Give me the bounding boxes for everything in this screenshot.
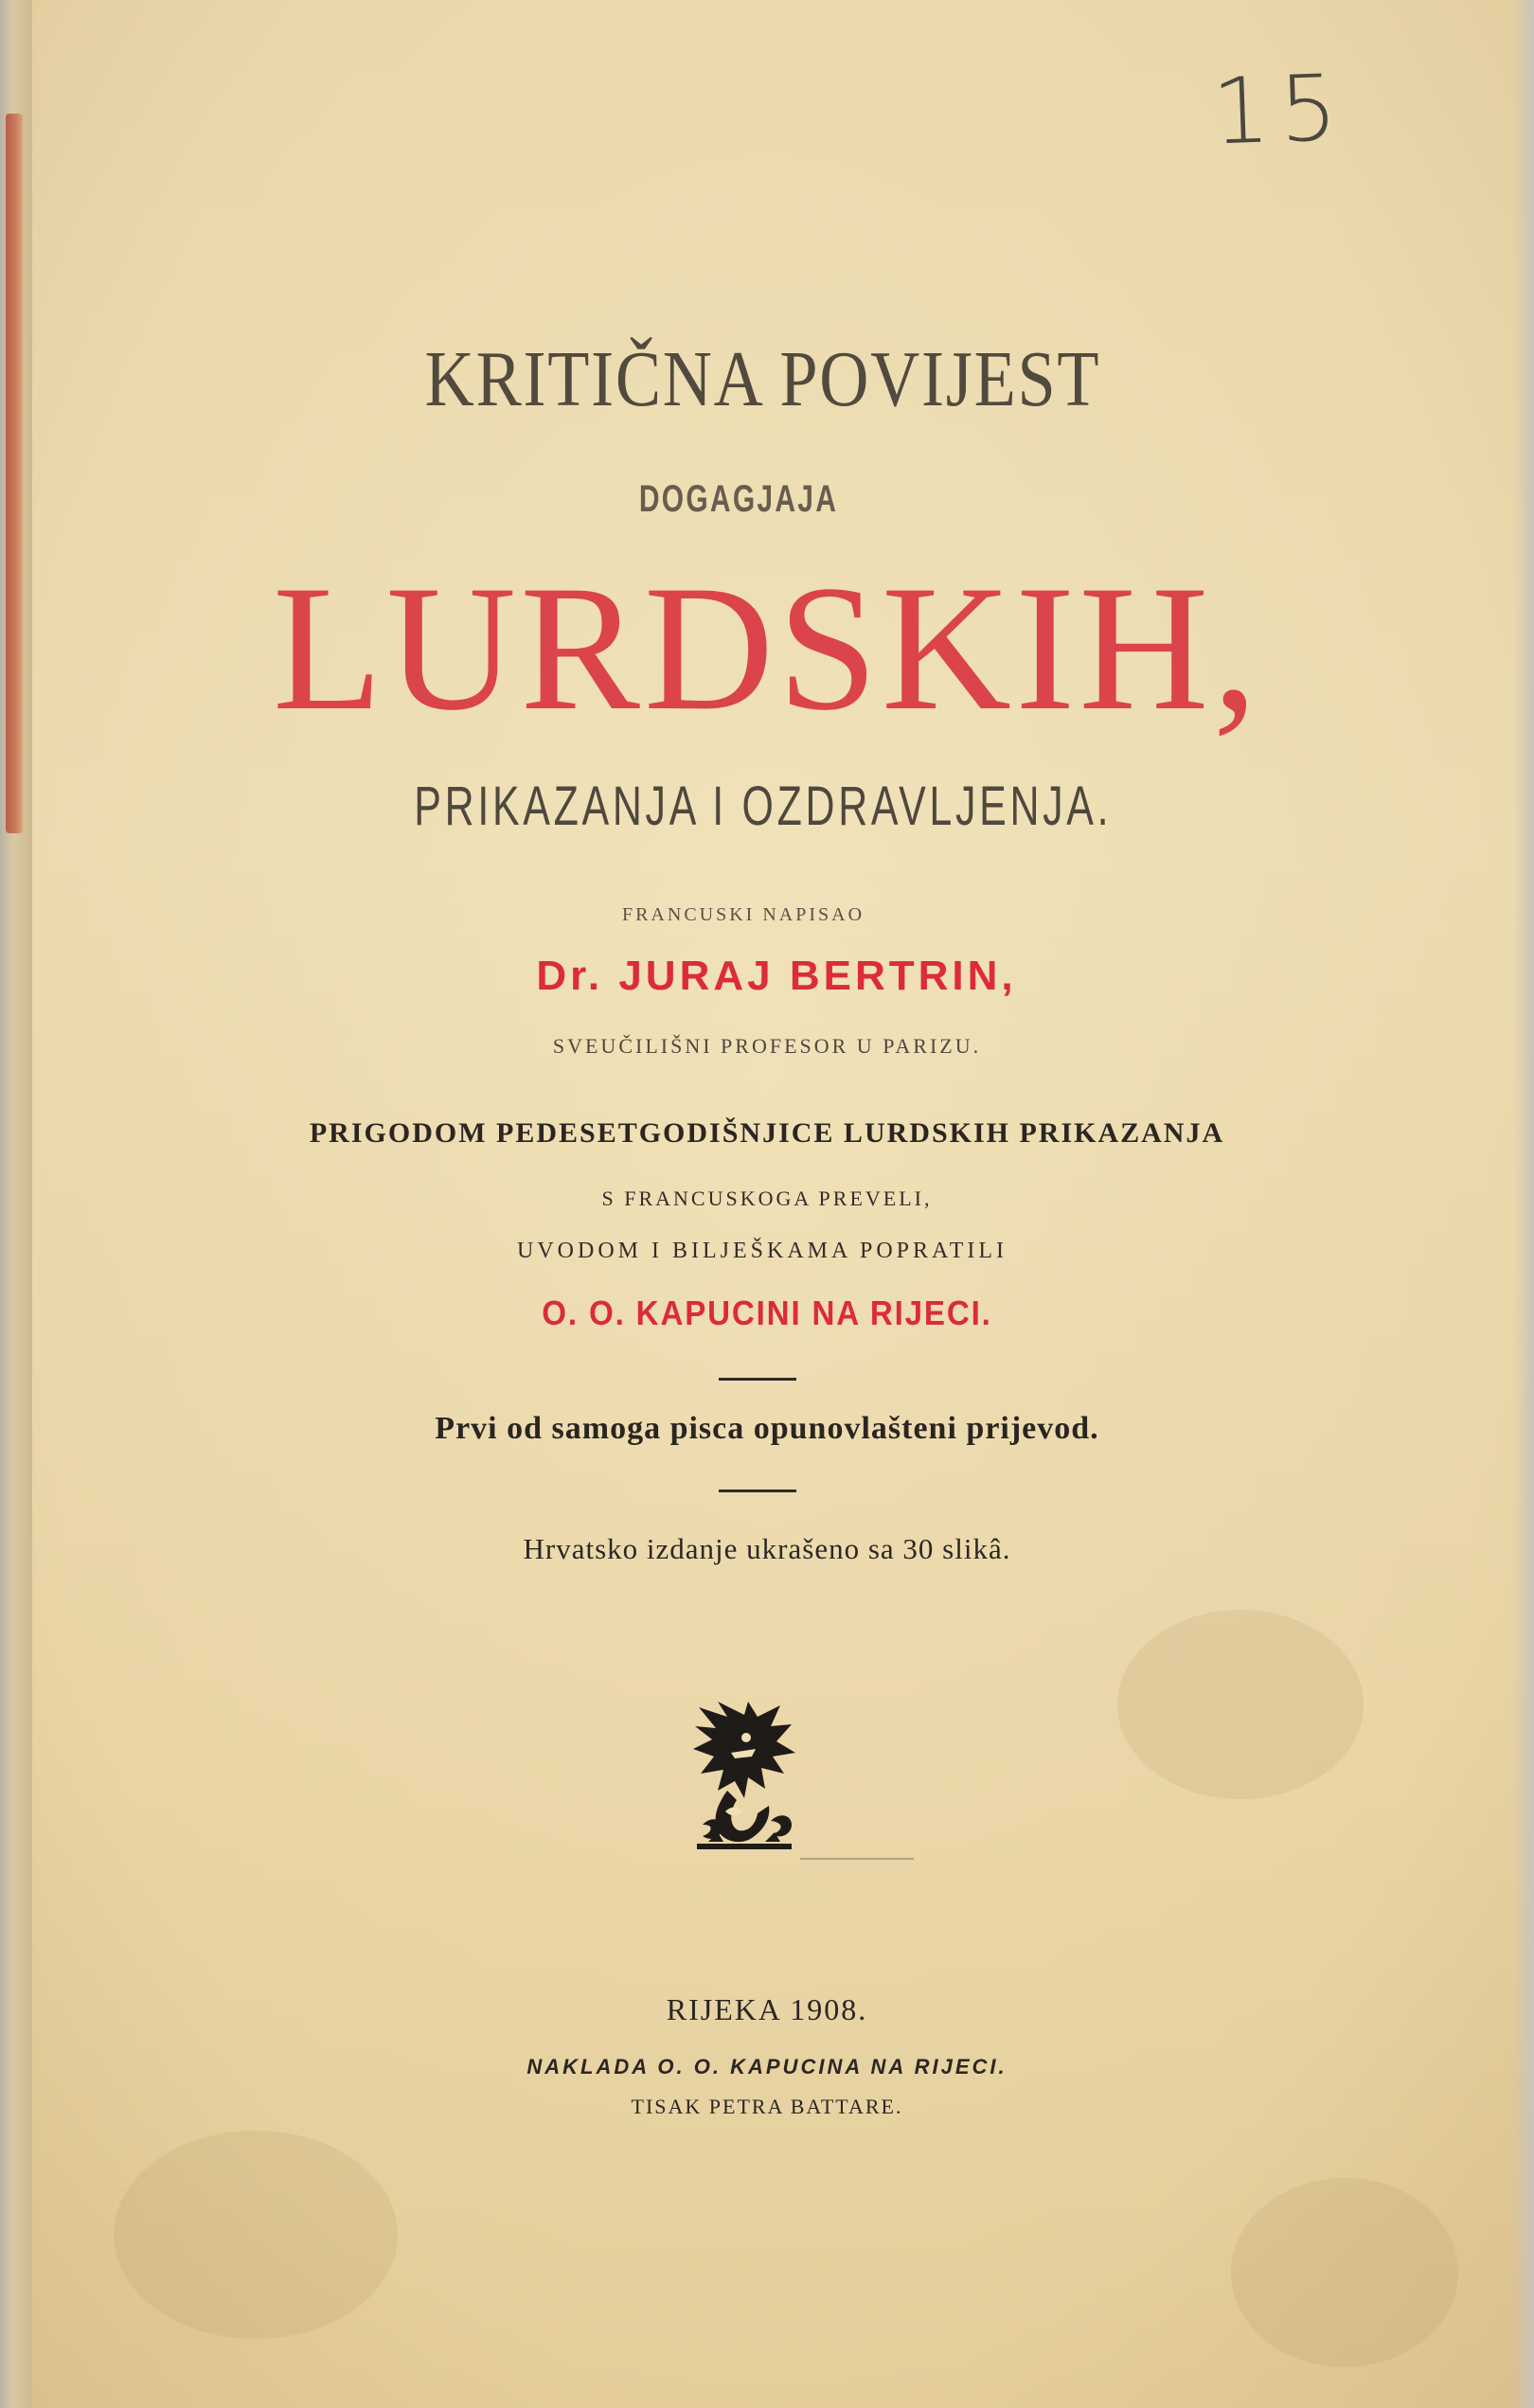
- translators-line: O. O. KAPUCINI NA RIJECI.: [542, 1293, 992, 1332]
- translated-line: S FRANCUSKOGA PREVELI,: [601, 1186, 933, 1210]
- title-subtitle: PRIKAZANJA I OZDRAVLJENJA.: [414, 776, 1113, 837]
- imprint-publisher: NAKLADA O. O. KAPUCINA NA RIJECI.: [526, 2055, 1008, 2078]
- imprint-printer: TISAK PETRA BATTARE.: [631, 2095, 903, 2118]
- authorized-translation-note: Prvi od samoga pisca opunovlašteni prijevod.: [435, 1411, 1099, 1446]
- title-main: LURDSKIH,: [272, 549, 1262, 748]
- author-position: SVEUČILIŠNI PROFESOR U PARIZU.: [552, 1034, 982, 1058]
- occasion-line: PRIGODOM PEDESETGODIŠNJICE LURDSKIH PRIKAZANJA: [309, 1117, 1225, 1149]
- paper-stain: [114, 2131, 398, 2339]
- handwritten-number: 15: [1210, 54, 1349, 166]
- author-name: Dr. JURAJ BERTRIN,: [536, 953, 1017, 999]
- title-line-1: KRITIČNA POVIJEST: [424, 335, 1101, 423]
- paper-stain: [1231, 2178, 1458, 2367]
- divider-rule: [719, 1378, 796, 1381]
- author-intro: FRANCUSKI NAPISAO: [621, 904, 865, 925]
- divider-rule: [719, 1489, 796, 1492]
- griffin-emblem-icon: [689, 1700, 799, 1857]
- title-line-2: DOGAGJAJA: [638, 478, 839, 520]
- edition-note: Hrvatsko izdanje ukrašeno sa 30 slikâ.: [523, 1532, 1011, 1565]
- faint-rule: [800, 1858, 914, 1860]
- imprint-place-year: RIJEKA 1908.: [666, 1992, 868, 2026]
- annotated-line: UVODOM I BILJEŠKAMA POPRATILI: [516, 1239, 1008, 1263]
- paper-stain: [1117, 1610, 1364, 1799]
